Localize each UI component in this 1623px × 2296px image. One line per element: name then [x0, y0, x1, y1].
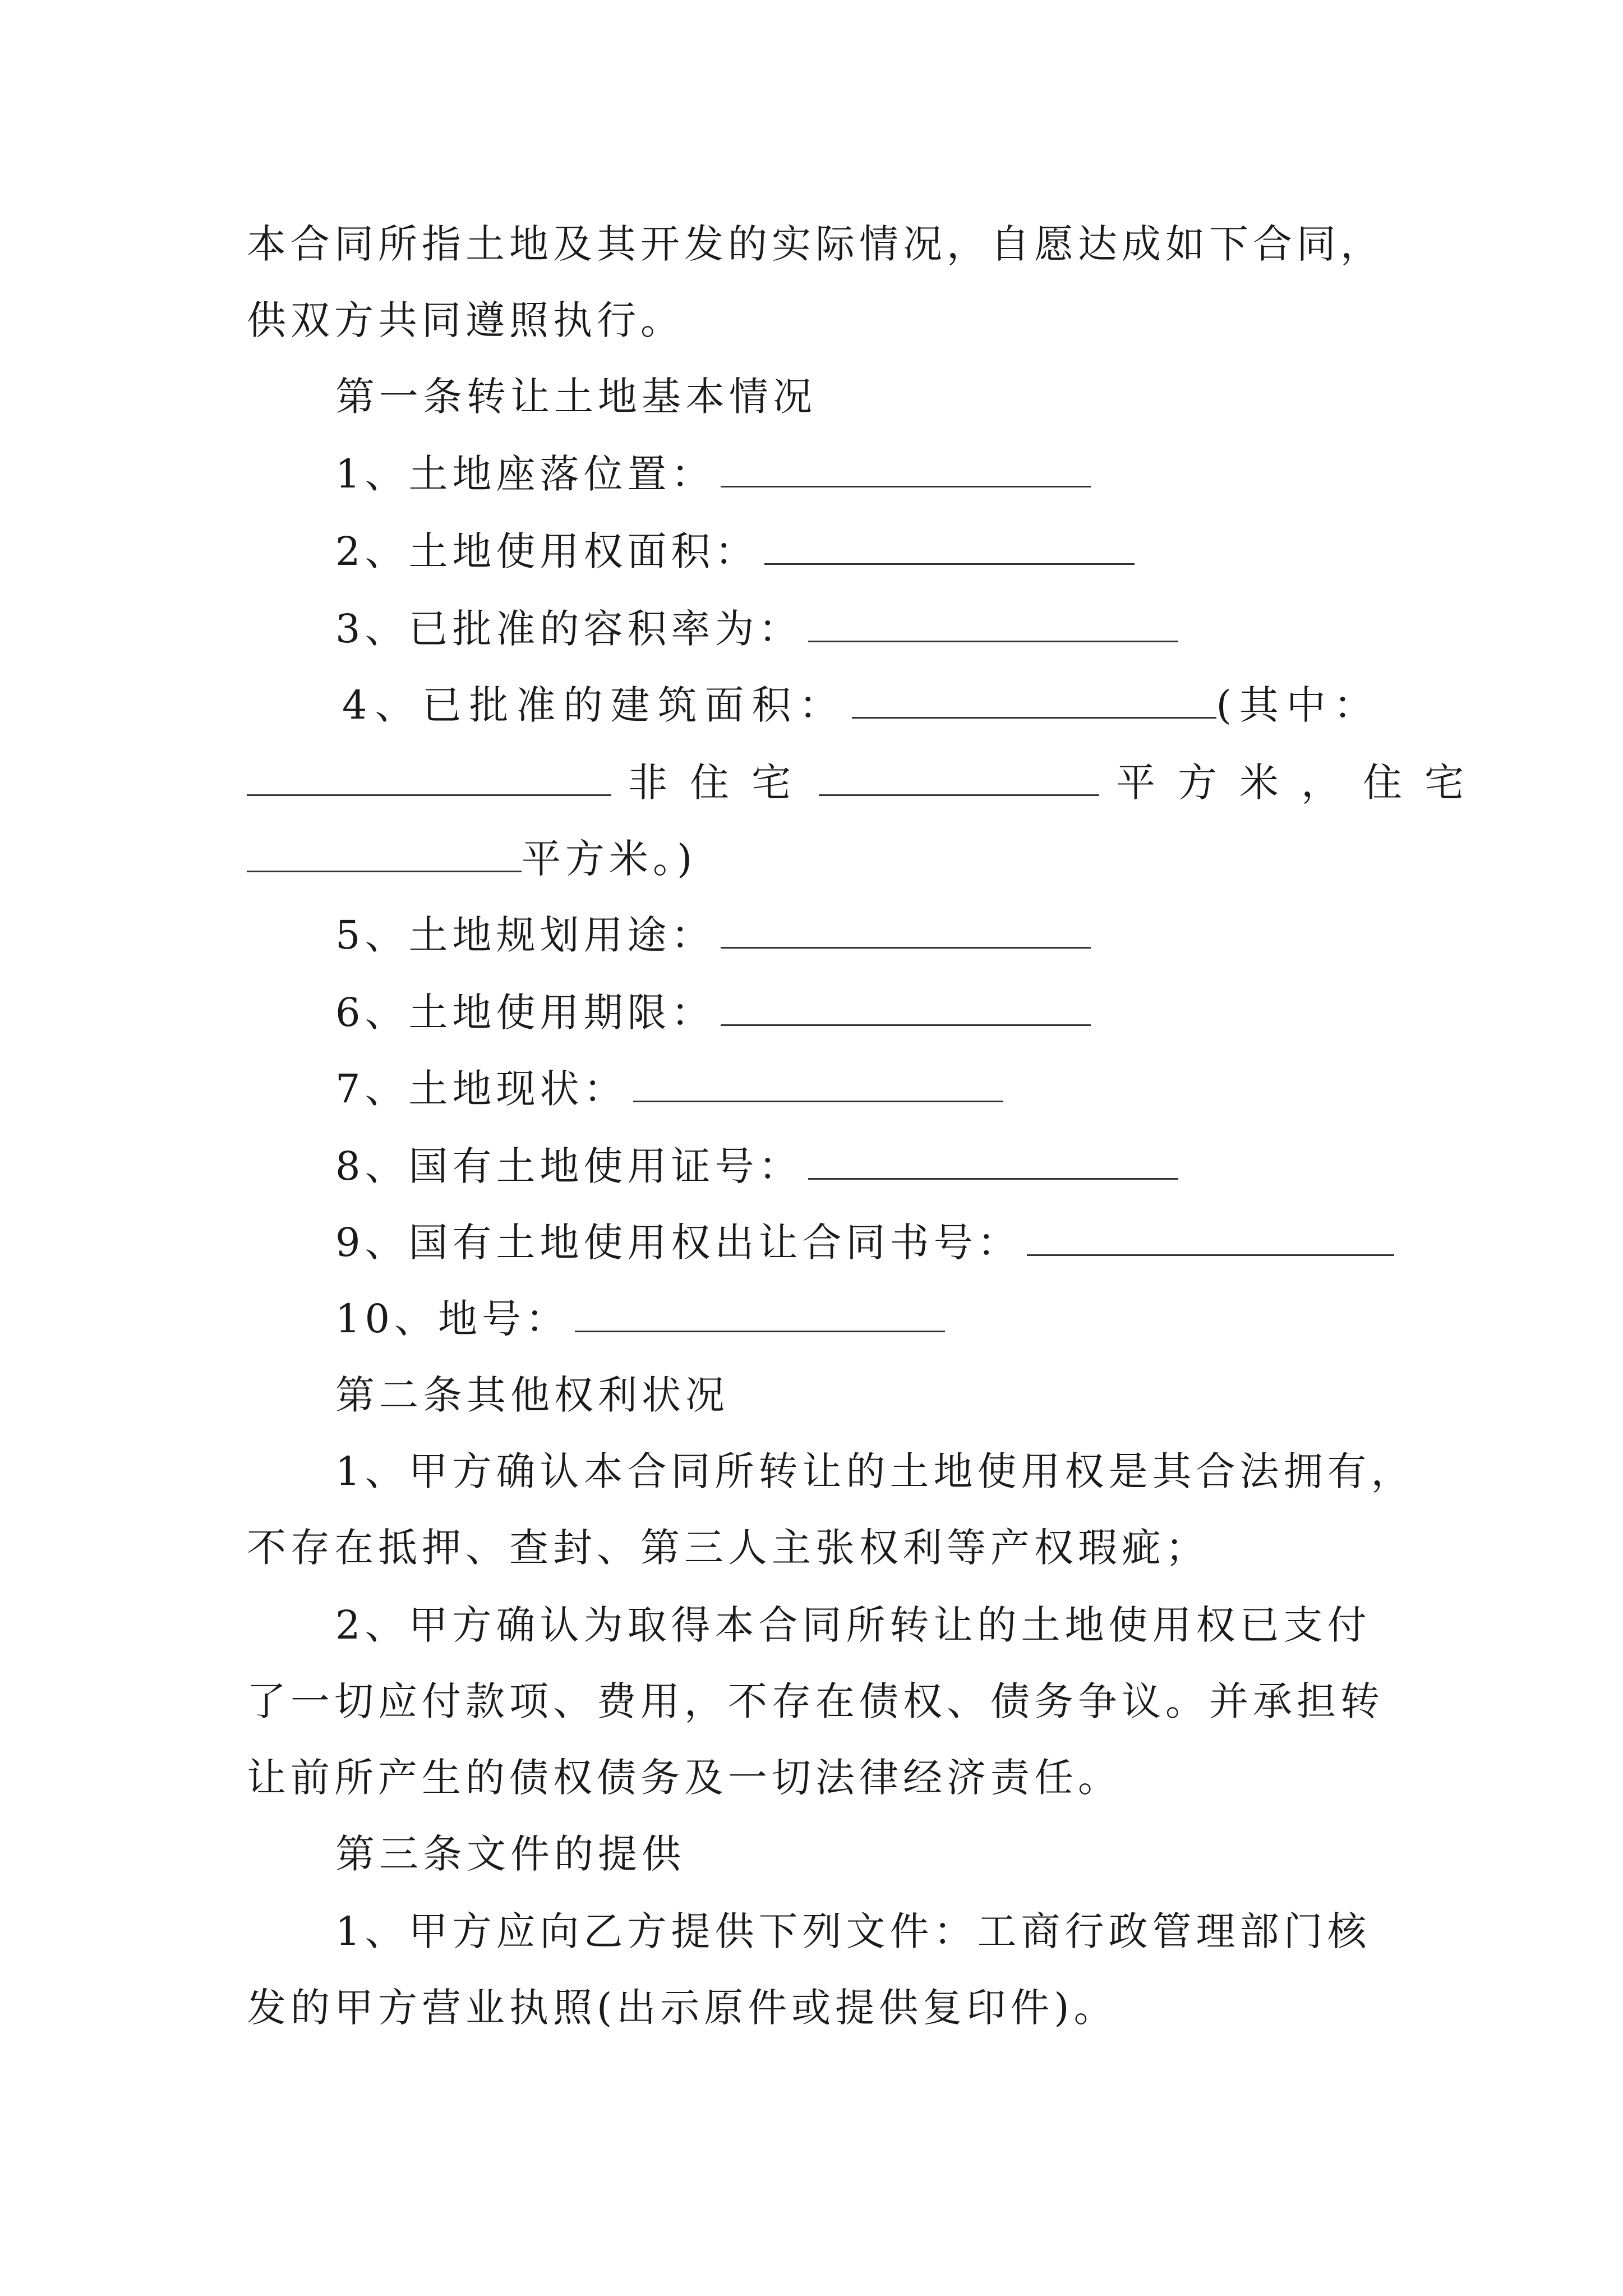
item-5-label: 5、土地规划用途：: [335, 912, 715, 958]
item-4-blank-a: [247, 757, 611, 796]
article-2-p1-line-2: 不存在抵押、查封、第三人主张权利等产权瑕疵；: [247, 1525, 1209, 1571]
item-7-blank: [633, 1064, 1003, 1102]
item-4-nonresidential: 非住宅: [628, 760, 813, 806]
item-10: [335, 1294, 1479, 1344]
item-3: [335, 604, 1479, 654]
item-4-blank-total: [852, 680, 1216, 719]
item-9-label: 9、国有土地使用权出让合同书号：: [335, 1220, 1021, 1266]
item-5: [335, 910, 1479, 960]
item-4-sqm-residential: 平方米，住宅: [1116, 760, 1486, 806]
item-1-blank: [721, 449, 1091, 487]
item-1: [335, 449, 1479, 499]
item-3-label: 3、已批准的容积率为：: [335, 606, 803, 652]
item-6-blank: [721, 987, 1091, 1026]
item-4-paren: (其中：: [1216, 682, 1381, 728]
item-8-label: 8、国有土地使用证号：: [335, 1143, 803, 1189]
article-3-title: 第三条文件的提供: [335, 1831, 685, 1877]
item-4-line-2: [247, 757, 1486, 808]
item-4-sqm: 平方米。): [522, 836, 697, 882]
item-3-blank: [808, 604, 1178, 642]
item-1-label: 1、土地座落位置：: [335, 451, 715, 497]
item-4: [342, 680, 1486, 730]
article-1-title: 第一条转让土地基本情况: [335, 374, 817, 420]
intro-line-1: 本合同所指土地及其开发的实际情况，自愿达成如下合同，: [247, 221, 1384, 267]
item-7-label: 7、土地现状：: [335, 1066, 628, 1112]
article-2-p2-line-3: 让前所产生的债权债务及一切法律经济责任。: [247, 1755, 1122, 1801]
article-2-p2-line-1: 2、甲方确认为取得本合同所转让的土地使用权已支付: [335, 1602, 1371, 1648]
item-7: [335, 1064, 1479, 1114]
item-6-label: 6、土地使用期限：: [335, 990, 715, 1036]
item-6: [335, 987, 1479, 1038]
item-8: [335, 1141, 1479, 1191]
item-10-label: 10、地号：: [335, 1296, 570, 1342]
item-8-blank: [808, 1141, 1178, 1180]
article-3-p1-line-1: 1、甲方应向乙方提供下列文件：工商行政管理部门核: [335, 1908, 1371, 1954]
item-9: [335, 1217, 1479, 1268]
item-9-blank: [1027, 1217, 1394, 1256]
intro-line-2: 供双方共同遵照执行。: [247, 297, 684, 343]
article-2-p2-line-2: 了一切应付款项、费用，不存在债权、债务争议。并承担转: [247, 1678, 1384, 1724]
article-2-p1-line-1: 1、甲方确认本合同所转让的土地使用权是其合法拥有，: [335, 1448, 1415, 1494]
item-5-blank: [721, 910, 1091, 949]
item-4-blank-c: [247, 834, 522, 872]
item-2: [335, 526, 1479, 577]
item-4-line-3: [247, 834, 1391, 884]
item-2-label: 2、土地使用权面积：: [335, 528, 759, 574]
article-3-p1-line-2: 发的甲方营业执照(出示原件或提供复印件)。: [247, 1985, 1118, 2031]
item-2-blank: [764, 526, 1135, 565]
article-2-title: 第二条其他权利状况: [335, 1372, 729, 1418]
item-10-blank: [575, 1294, 945, 1332]
item-4-label: 4、已批准的建筑面积：: [342, 682, 846, 728]
item-4-blank-b: [819, 757, 1099, 796]
